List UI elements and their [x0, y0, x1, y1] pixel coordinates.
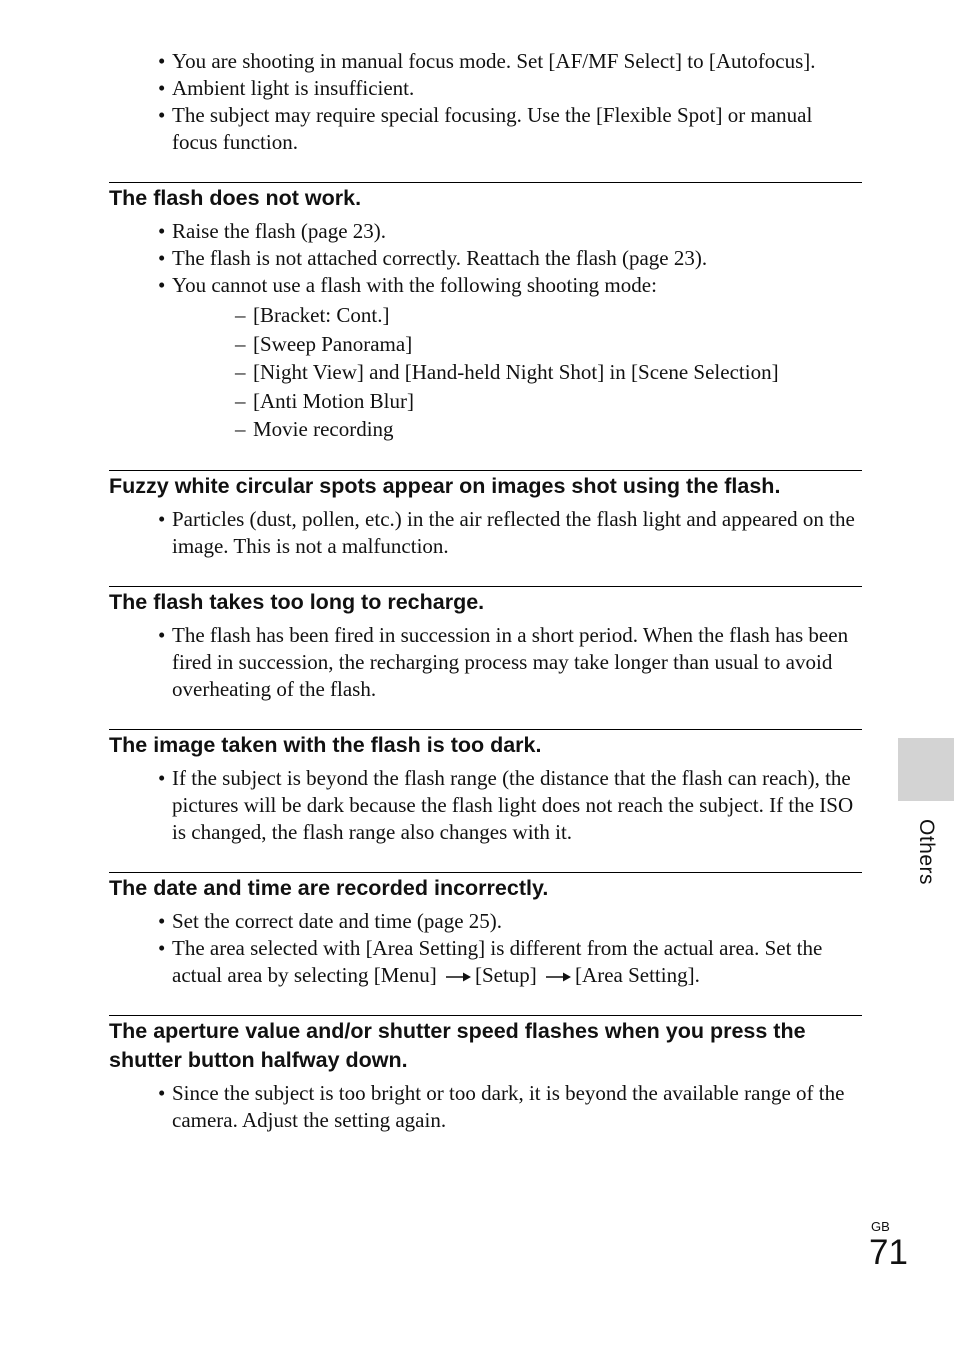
chapter-tab-marker: [898, 738, 954, 801]
area-text-middle: [Setup]: [474, 962, 537, 987]
chapter-tab-label: Others: [915, 818, 938, 886]
list-item: [109, 935, 862, 989]
section-heading: Fuzzy white circular spots appear on images shot using the flash.: [109, 473, 781, 498]
section-heading: The flash takes too long to recharge.: [109, 589, 485, 614]
intro-bullet-list: [109, 48, 862, 156]
region-code: GB: [871, 1219, 890, 1234]
bullet-list: [109, 908, 862, 989]
section-flash-recharge: [109, 586, 862, 703]
list-item: • You are shooting in manual focus mode. Set [AF/MF Select] to [Autofocus].: [109, 48, 862, 75]
list-item: • The subject may require special focusing. Use the [Flexible Spot] or manual focus function.: [109, 102, 862, 156]
list-item-text: You cannot use a flash with the following shooting mode:: [172, 273, 657, 297]
shooting-mode-sublist: [172, 301, 862, 444]
bullet-list: [109, 1080, 862, 1134]
list-item: • The flash is not attached correctly. Reattach the flash (page 23).: [109, 245, 862, 272]
area-text-after: [Area Setting].: [575, 962, 700, 987]
sub-list-item: – Movie recording: [172, 415, 862, 444]
section-heading: The image taken with the flash is too dark.: [109, 732, 542, 757]
area-text-before: The area selected with [Area Setting] is different from the actual area. Set the actual area by selecting [Menu]: [172, 935, 823, 987]
sub-list-item: – [Sweep Panorama]: [172, 330, 862, 359]
section-fuzzy-spots: [109, 470, 862, 560]
bullet-list: [109, 622, 862, 703]
list-item: • Ambient light is insufficient.: [109, 75, 862, 102]
section-heading: The date and time are recorded incorrectly.: [109, 875, 549, 900]
section-aperture-shutter: [109, 1015, 862, 1134]
list-item: • Set the correct date and time (page 25).: [109, 908, 862, 935]
list-item: • Since the subject is too bright or too dark, it is beyond the available range of the camera. Adjust the setting again.: [109, 1080, 862, 1134]
sub-list-item: – [Night View] and [Hand-held Night Shot] in [Scene Selection]: [172, 358, 862, 387]
sub-list-item: – [Anti Motion Blur]: [172, 387, 862, 416]
list-item: • The flash has been fired in succession in a short period. When the flash has been fired in succession, the recharging process may take longer than usual to avoid overheating of the flash.: [109, 622, 862, 703]
section-heading: The aperture value and/or shutter speed flashes when you press the shutter button halfway down.: [109, 1018, 806, 1072]
manual-page-content: [109, 48, 862, 1134]
bullet-list: [109, 506, 862, 560]
list-item: • Particles (dust, pollen, etc.) in the air reflected the flash light and appeared on the image. This is not a malfunction.: [109, 506, 862, 560]
section-image-too-dark: [109, 729, 862, 846]
bullet-list: [109, 218, 862, 444]
list-item: • Raise the flash (page 23).: [109, 218, 862, 245]
arrow-right-icon: [545, 971, 572, 983]
sub-list-item: – [Bracket: Cont.]: [172, 301, 862, 330]
section-heading: The flash does not work.: [109, 186, 362, 210]
section-date-time: [109, 872, 862, 989]
arrow-right-icon: [445, 971, 472, 983]
list-item: • If the subject is beyond the flash range (the distance that the flash can reach), the pictures will be dark because the flash light does not reach the subject. If the ISO is changed, the flash range also changes with it.: [109, 765, 862, 846]
section-flash-not-work: [109, 182, 862, 444]
page-number: 71: [869, 1233, 908, 1272]
bullet-list: [109, 765, 862, 846]
list-item: [109, 272, 862, 444]
